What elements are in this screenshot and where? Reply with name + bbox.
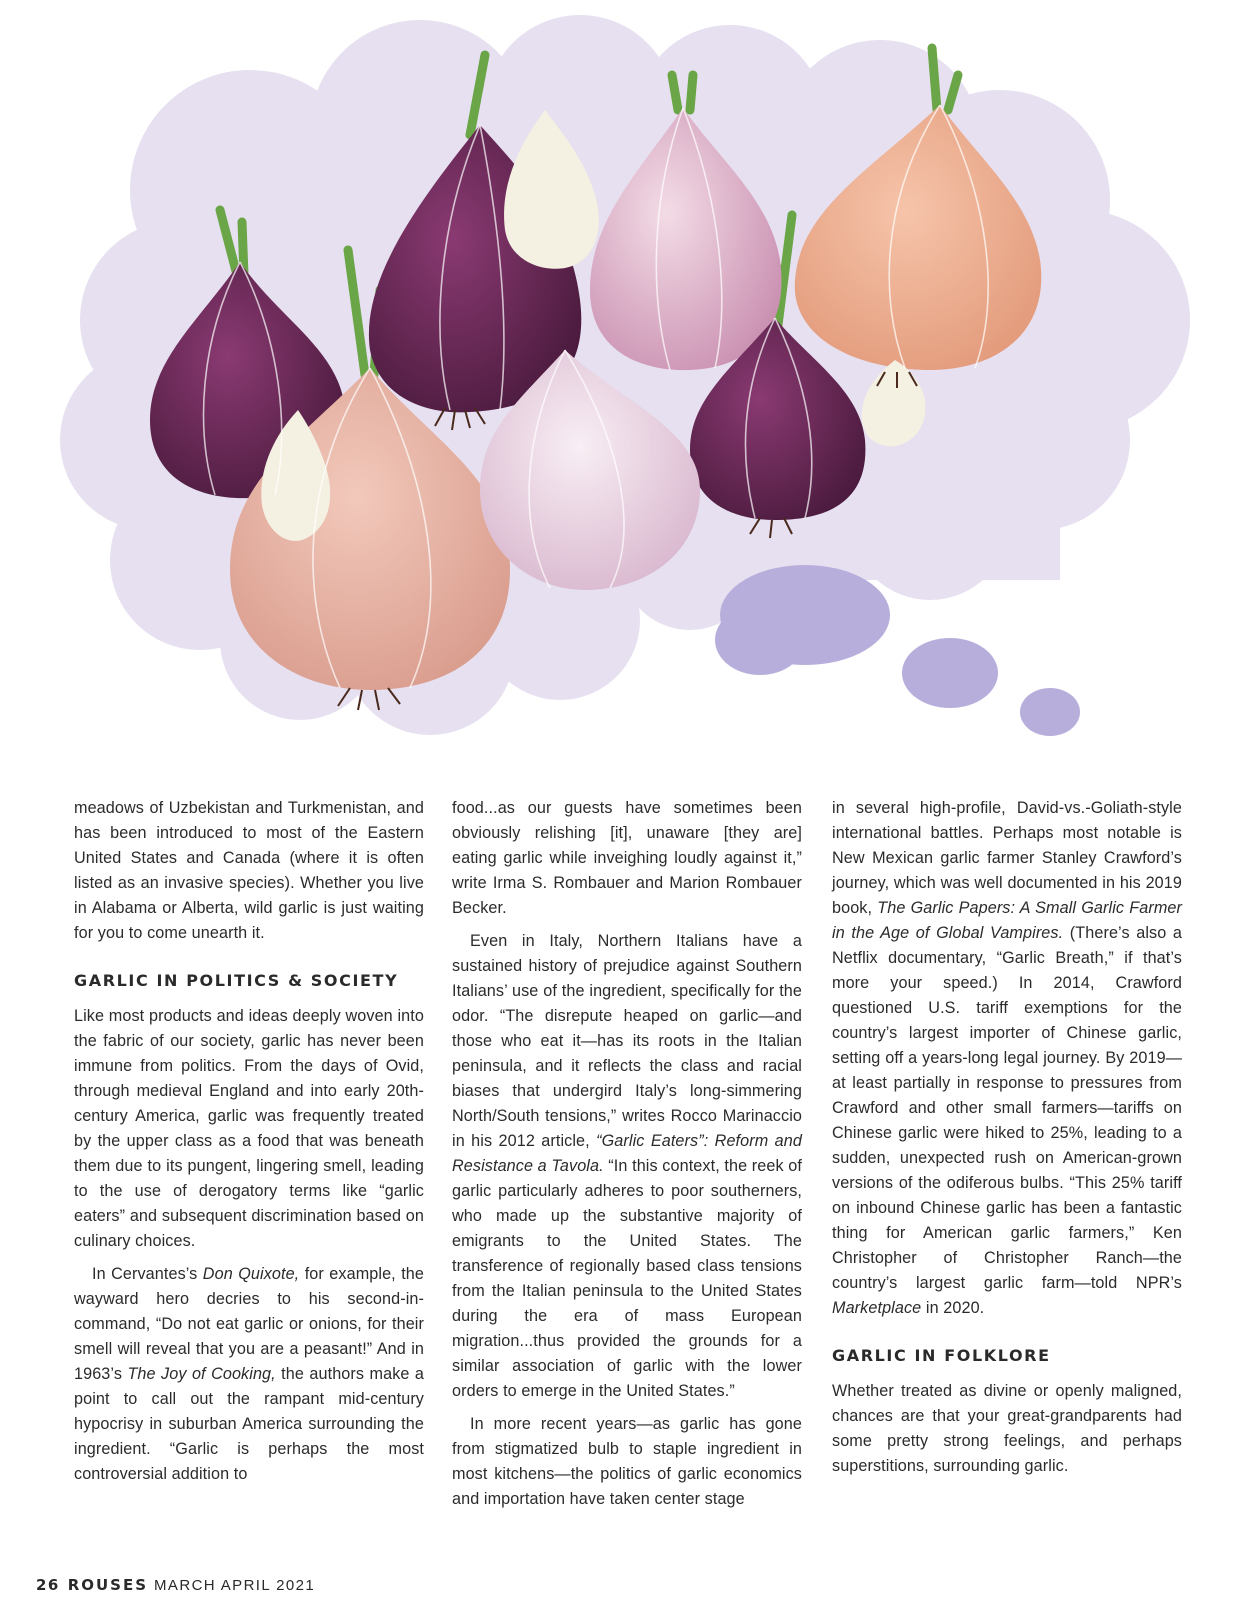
magazine-brand: ROUSES bbox=[67, 1576, 149, 1594]
paragraph: food...as our guests have sometimes been obviously relishing [it], unaware [they are] eating garlic while inveighing loudly against it,” write Irma S. Rombauer and Marion Rombauer Becker. bbox=[452, 799, 802, 917]
text-run: (There’s also a Netflix documentary, “Garlic Breath,” if that’s more your speed.) In 2014, Crawford questioned U.S. tariff exemptions for the country’s largest importer of Chinese garlic, setting off a years-long legal journey. By 2019—at least partially in response to pressures from Crawford and other small farmers—tariffs on Chinese garlic were hiked to 25%, leading to a sudden, unexpected rush on American-grown versions of the odiferous bulbs. “This 25% tariff on inbound Chinese garlic has been a fantastic thing for American garlic farmers,” Ken Christopher of Christopher Ranch—the country’s largest garlic farm—told NPR’s bbox=[832, 924, 1182, 1292]
program-title: Marketplace bbox=[832, 1299, 922, 1317]
section-heading-folklore: GARLIC IN FOLKLORE bbox=[832, 1346, 1051, 1365]
text-column-2 bbox=[452, 796, 802, 1512]
issue-date: MARCH APRIL 2021 bbox=[154, 1577, 316, 1594]
paragraph bbox=[74, 1262, 424, 1487]
book-title: The Joy of Cooking, bbox=[127, 1365, 276, 1383]
text-run: in several high-profile, David-vs.-Goliath-style international battles. Perhaps most notable is New Mexican garlic farmer Stanley Crawford’s journey, which was well documented in his 2019 book, bbox=[832, 799, 1182, 917]
paragraph bbox=[452, 929, 802, 1404]
book-title: Don Quixote, bbox=[202, 1265, 300, 1283]
article-title: “Garlic Eaters”: Reform and Resistance a Tavola. bbox=[452, 1132, 802, 1175]
text-column-1 bbox=[74, 796, 424, 1487]
text-run: the authors make a point to call out the rampant mid-century hypocrisy in suburban America surrounding the ingredient. “Garlic is perhaps the most controversial addition to bbox=[74, 1365, 425, 1483]
paragraph: meadows of Uzbekistan and Turkmenistan, and has been introduced to most of the Eastern United States and Canada (where it is often listed as an invasive species). Whether you live in Alabama or Alberta, wild garlic is just waiting for you to come unearth it. bbox=[74, 799, 424, 942]
page-number: 26 bbox=[36, 1576, 60, 1594]
text-run: Even in Italy, Northern Italians have a sustained history of prejudice against Southern Italians’ use of the ingredient, specifically for the odor. “The disrepute heaped on garlic—and those who eat it—has its roots in the Italian peninsula, and it reflects the class and racial biases that undergird Italy’s long-simmering North/South tensions,” writes Rocco Marinaccio in his 2012 article, bbox=[452, 932, 802, 1150]
book-title: The Garlic Papers: A Small Garlic Farmer in the Age of Global Vampires. bbox=[832, 899, 1182, 942]
paragraph bbox=[832, 796, 1182, 1321]
text-run: for example, the wayward hero decries to his second-in-command, “Do not eat garlic or onions, for their smell will reveal that you are a peasant!” And in 1963’s bbox=[74, 1265, 424, 1383]
text-run: in 2020. bbox=[921, 1299, 985, 1317]
text-run: “In this context, the reek of garlic particularly adheres to poor southerners, who made up the substantive majority of emigrants to the United States. The transference of regionally based class tensions from the Italian peninsula to the United States during the era of mass European migration...thus provided the grounds for a similar association of garlic with the lower orders to emerge in the United States.” bbox=[452, 1157, 803, 1400]
paragraph: In more recent years—as garlic has gone from stigmatized bulb to staple ingredient in most kitchens—the politics of garlic economics and importation have taken center stage bbox=[452, 1415, 802, 1508]
paragraph: Like most products and ideas deeply woven into the fabric of our society, garlic has never been immune from politics. From the days of Ovid, through medieval England and into early 20th-century America, garlic was frequently treated by the upper class as a food that was beneath them due to its pungent, lingering smell, leading to the use of derogatory terms like “garlic eaters” and subsequent discrimination based on culinary choices. bbox=[74, 1007, 424, 1250]
text-column-3 bbox=[832, 796, 1182, 1479]
paragraph: Whether treated as divine or openly maligned, chances are that your great-grandparents had some pretty strong feelings, and perhaps superstitions, surrounding garlic. bbox=[832, 1382, 1182, 1475]
garlic-illustration bbox=[0, 0, 1250, 780]
page-footer bbox=[36, 1576, 315, 1594]
section-heading-politics: GARLIC IN POLITICS & SOCIETY bbox=[74, 971, 399, 990]
text-run: In Cervantes’s bbox=[92, 1265, 203, 1283]
